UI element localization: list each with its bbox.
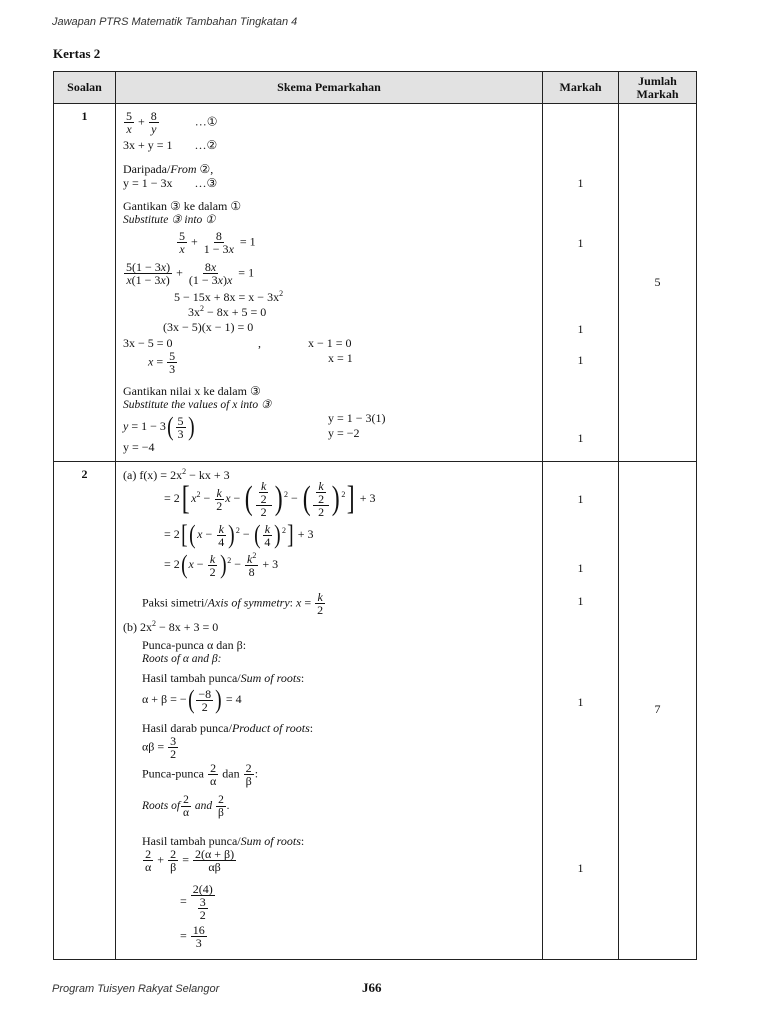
header-total-marks: Jumlah Markah bbox=[619, 72, 697, 104]
q1-equation-3: y = 1 − 3x …③ bbox=[123, 176, 218, 190]
total-mark: 7 bbox=[654, 702, 661, 716]
question-1-scheme bbox=[116, 104, 543, 462]
question-2-total bbox=[619, 462, 697, 960]
header-question: Soalan bbox=[54, 72, 116, 104]
q1-common-denominator: $\frac{5(1 - 3x)}{x(1 - 3x)}$ + $\frac{8x}{(1 - 3x)x}$ = 1 bbox=[126, 260, 255, 287]
q2b-equation: (b) $2x^2 - 8x + 3 = 0$ bbox=[123, 619, 219, 634]
q2a-function: (a) $f(x) = 2x^2$ − kx + 3 bbox=[123, 467, 230, 482]
q2b-roots-ms: Punca-punca α dan β: bbox=[142, 638, 247, 652]
mark: 1 bbox=[577, 322, 584, 336]
q2a-completing-square-1: = 2[ $x^2$ − $\frac{k}{2}$ x − ( $\frac{\frac{k}{2}}{2}$ ) $^2$ − ( $\frac{\frac{k}{2}}{2}$ ) $^2$] + 3 bbox=[164, 479, 376, 519]
question-number: 1 bbox=[54, 104, 116, 462]
q2b-new-sum-2: = $\frac{2(4)}{\frac{3}{2}}$ bbox=[180, 882, 213, 922]
q1-simplify-2: $3x^2 - 8x + 5 = 0$ bbox=[188, 304, 267, 319]
marking-scheme-table bbox=[53, 71, 697, 960]
q1-root-separator: , bbox=[258, 336, 261, 350]
q1-y-value-b2: y = −2 bbox=[328, 426, 360, 440]
mark: 1 bbox=[577, 431, 584, 445]
q1-substitute-ms: Gantikan ③ ke dalam ① bbox=[123, 199, 242, 213]
q2b-product-of-roots: αβ = $\frac{3}{2}$ bbox=[142, 734, 177, 761]
mark: 1 bbox=[577, 176, 584, 190]
q1-y-value-a-final: y = −4 bbox=[123, 440, 155, 454]
q2b-sum-label: Hasil tambah punca/Sum of roots: bbox=[142, 671, 305, 685]
q2b-sum2-label: Hasil tambah punca/Sum of roots: bbox=[142, 834, 305, 848]
question-1-marks bbox=[543, 104, 619, 462]
question-1-row bbox=[54, 104, 697, 462]
mark: 1 bbox=[577, 353, 584, 367]
q1-root-a-eq: 3x − 5 = 0 bbox=[123, 336, 173, 350]
q1-equation-2: 3x + y = 1 …② bbox=[123, 138, 218, 152]
q1-y-value-a: y = 1 − 3( $\frac{5}{3}$ ) bbox=[123, 412, 195, 441]
q1-y-value-b1: y = 1 − 3(1) bbox=[328, 411, 386, 425]
q2b-sum-of-roots: α + β = −( $\frac{-8}{2}$ ) = 4 bbox=[142, 685, 242, 714]
q2a-completing-square-2: = 2[(x − $\frac{k}{4}$ )$^2$ − ( $\frac{k}{4}$ )$^2$] + 3 bbox=[164, 520, 314, 549]
q1-equation-1: $\frac{5}{x}$ + $\frac{8}{y}$ …① bbox=[126, 109, 218, 136]
q1-root-a-value: x = $\frac{5}{3}$ bbox=[148, 349, 176, 376]
question-2-marks bbox=[543, 462, 619, 960]
mark: 1 bbox=[577, 561, 584, 575]
question-2-scheme bbox=[116, 462, 543, 960]
total-mark: 5 bbox=[654, 275, 661, 289]
q1-simplify-1: $5 - 15x + 8x = x - 3x^2$ bbox=[174, 289, 284, 304]
question-number: 2 bbox=[54, 462, 116, 960]
q2b-new-roots-ms: Punca-punca $\frac{2}{\alpha}$ dan $\frac{2}{\beta}$ : bbox=[142, 761, 259, 788]
running-header: Jawapan PTRS Matematik Tambahan Tingkatan 4 bbox=[52, 16, 298, 28]
q2b-product-label: Hasil darab punca/Product of roots: bbox=[142, 721, 314, 735]
table-header-row bbox=[54, 72, 697, 104]
footer-program: Program Tuisyen Rakyat Selangor bbox=[52, 983, 220, 995]
q2b-new-sum-3: = $\frac{16}{3}$ bbox=[180, 923, 205, 950]
header-marks: Markah bbox=[543, 72, 619, 104]
mark: 1 bbox=[577, 594, 584, 608]
q2a-axis-of-symmetry: Paksi simetri/Axis of symmetry: x = $\frac{k}{2}$ bbox=[142, 590, 324, 617]
page-number: J66 bbox=[362, 980, 382, 995]
q2b-new-roots-en: Roots of $\frac{2}{\alpha}$ and $\frac{2}{\beta}$ . bbox=[142, 794, 230, 819]
q1-substitute-en: Substitute ③ into ① bbox=[123, 214, 216, 226]
q1-substituted-equation: $\frac{5}{x}$ + $\frac{8}{1 - 3x}$ = 1 bbox=[179, 229, 256, 256]
question-2-row bbox=[54, 462, 697, 960]
q2b-new-sum-1: $\frac{2}{\alpha}$ + $\frac{2}{\beta}$ = $\frac{2(\alpha + \beta)}{\alpha\beta}$ bbox=[145, 847, 235, 874]
paper-title: Kertas 2 bbox=[53, 46, 101, 61]
mark: 1 bbox=[577, 492, 584, 506]
mark: 1 bbox=[577, 236, 584, 250]
mark: 1 bbox=[577, 861, 584, 875]
header-scheme: Skema Pemarkahan bbox=[116, 72, 543, 104]
q1-substitute2-ms: Gantikan nilai x ke dalam ③ bbox=[123, 384, 261, 398]
q1-from-label: Daripada/From ②, bbox=[123, 162, 214, 176]
q2b-roots-en: Roots of α and β: bbox=[142, 653, 222, 665]
q1-root-b-value: x = 1 bbox=[328, 351, 353, 365]
question-1-total bbox=[619, 104, 697, 462]
q1-factorised: (3x − 5)(x − 1) = 0 bbox=[163, 320, 254, 334]
q1-substitute2-en: Substitute the values of x into ③ bbox=[123, 399, 272, 411]
q1-root-b-eq: x − 1 = 0 bbox=[308, 336, 352, 350]
q2a-completing-square-3: = 2(x − $\frac{k}{2}$ )$^2$ − $\frac{k^2}{8}$ + 3 bbox=[164, 550, 279, 579]
mark: 1 bbox=[577, 695, 584, 709]
